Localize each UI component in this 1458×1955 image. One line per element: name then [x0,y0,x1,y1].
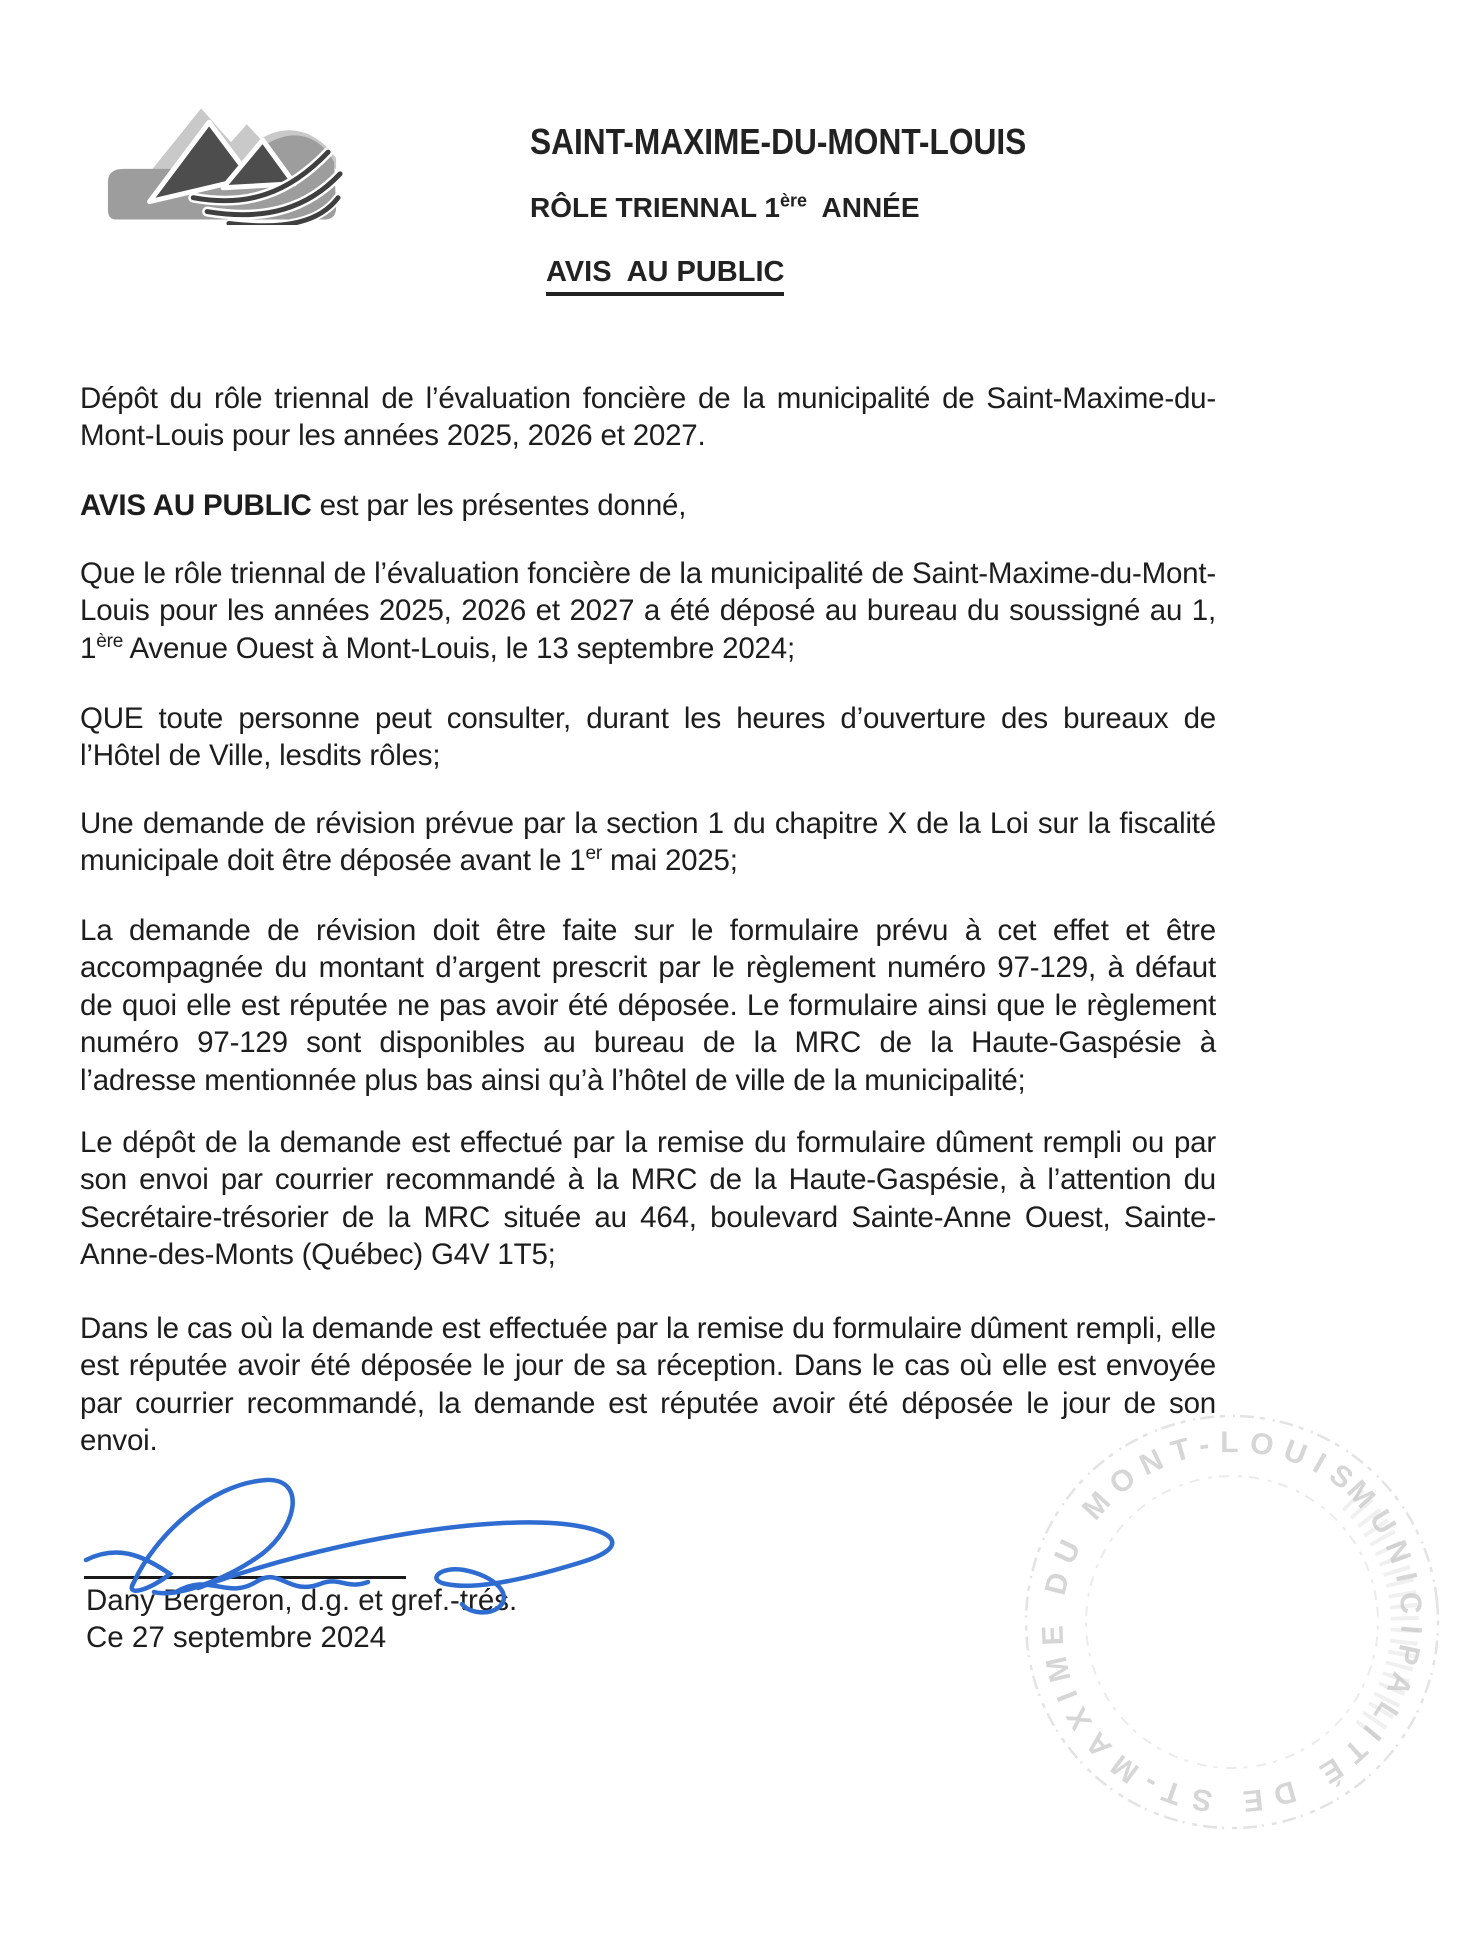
paragraph-deemed-filed-date: Dans le cas où la demande est effectuée par la remise du formulaire dûment rempli, elle est réputée avoir été déposée le jour de sa réception. Dans le cas où elle est envoyée par courrier recommandé, la demande est réputée avoir été déposée le jour de son envoi. [80,1311,1216,1458]
official-round-stamp [990,1380,1458,1864]
triennial-roll-subtitle: RÔLE TRIENNAL 1ère ANNÉE [530,190,920,223]
paragraph-deposit-of-roll: Dépôt du rôle triennal de l’évaluation foncière de la municipalité de Saint-Maxime-du-Mont-Louis pour les années 2025, 2026 et 2027. [80,381,1216,453]
municipality-logo-icon [98,90,346,225]
paragraph-filing-method: Le dépôt de la demande est effectué par la remise du formulaire dûment rempli ou par son envoi par courrier recommandé à la MRC de la Haute-Gaspésie, à l’attention du Secrétaire-trésorier de la MRC située au 464, boulevard Sainte-Anne Ouest, Sainte-Anne-des-Monts (Québec) G4V 1T5; [80,1125,1216,1272]
paragraph-revision-deadline: Une demande de révision prévue par la section 1 du chapitre X de la Loi sur la fiscalité municipale doit être déposée avant le 1er mai 2025; [80,806,1216,878]
municipality-title: SAINT-MAXIME-DU-MONT-LOUIS [530,121,1027,162]
ordinal-superscript: ère [779,190,807,211]
signature-stroke-loop [86,1480,293,1593]
notice-heading: AVIS AU PUBLIC [546,256,784,296]
signer-name: Dany Bergeron, d.g. et gref.-trés. [86,1584,518,1617]
stamp-text: MUNICIPALITÉ DE ST-MAXIME DU MONT-LOUIS [1036,1426,1429,1819]
paragraph-consultation: QUE toute personne peut consulter, durant les heures d’ouverture des bureaux de l’Hôtel de Ville, lesdits rôles; [80,701,1216,773]
signature-stroke-sweep [198,1522,612,1612]
handwritten-signature [58,1456,658,1636]
paragraph-roll-deposited: Que le rôle triennal de l’évaluation foncière de la municipalité de Saint-Maxime-du-Mont-Louis pour les années 2025, 2026 et 2027 a été déposé au bureau du soussigné au 1, 1ère Avenue Ouest à Mont-Louis, le 13 septembre 2024; [80,556,1216,665]
signature-date: Ce 27 septembre 2024 [86,1621,387,1654]
ordinal-superscript: er [585,843,603,865]
notice-given-bold-lead: AVIS AU PUBLIC [80,488,312,522]
ordinal-superscript: ère [96,630,124,652]
paragraph-revision-form: La demande de révision doit être faite sur le formulaire prévu à cet effet et être accompagnée du montant d’argent prescrit par le règlement numéro 97-129, à défaut de quoi elle est réputée ne pas avoir été déposée. Le formulaire ainsi que le règlement numéro 97-129 sont disponibles au bureau de la MRC de la Haute-Gaspésie à l’adresse mentionnée plus bas ainsi qu’à l’hôtel de ville de la municipalité; [80,913,1216,1097]
stamp-outer-ring [1006,1396,1458,1849]
paragraph-notice-given: AVIS AU PUBLIC est par les présentes donné, [80,488,687,522]
